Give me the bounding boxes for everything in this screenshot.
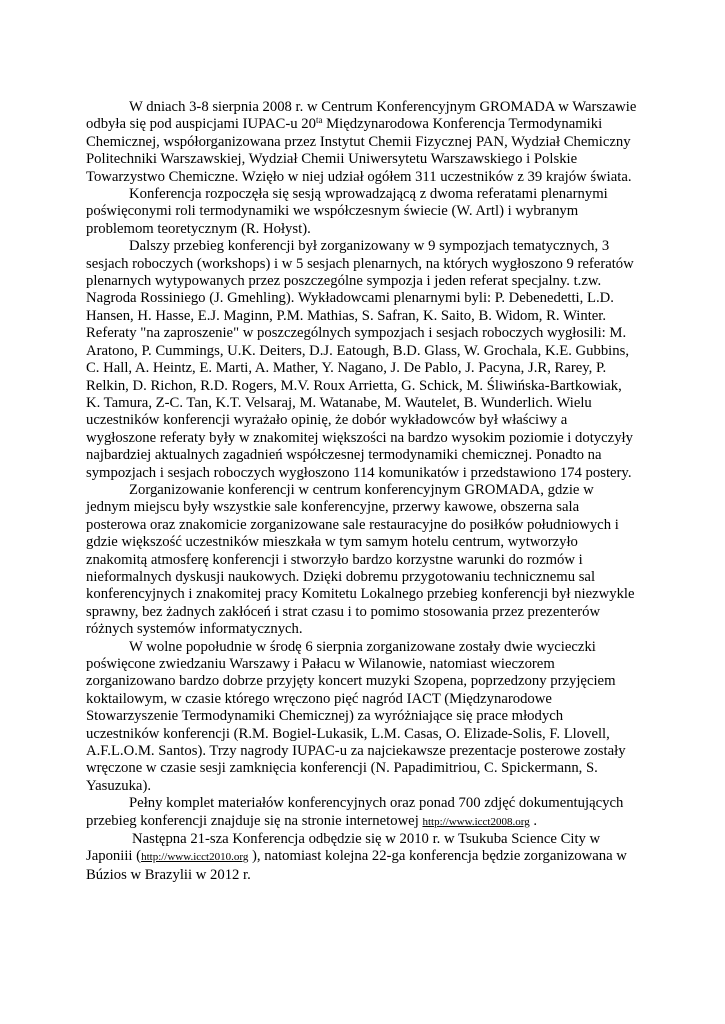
- icct2008-link[interactable]: http://www.icct2008.org: [422, 815, 530, 828]
- paragraph-intro: [86, 99, 638, 186]
- paragraph-materials-text: Pełny komplet materiałów konferencyjnych oraz ponad 700 zdjęć dokumentujących przebieg konferencji znajduje się na stronie internetowej: [86, 795, 624, 829]
- paragraph-next-conference: [86, 831, 638, 884]
- paragraph-materials-end: .: [529, 812, 538, 829]
- article-body: [86, 99, 638, 884]
- ordinal-superscript: ta: [315, 115, 323, 126]
- paragraph-venue: Zorganizowanie konferencji w centrum konferencyjnym GROMADA, gdzie w jednym miejscu były wszystkie sale konferencyjne, przerwy kawowe, obszerna sala posterowa oraz znakomicie zorganizowane sale restauracyjne do posiłków południowych i gdzie większość uczestników mieszkała w tym samym hotelu centrum, wytworzyło znakomitą atmosferę konferencji i stworzyło bardzo korzystne warunki do rozmów i nieformalnych dyskusji naukowych. Dzięki dobremu przygotowaniu technicznemu sal konferencyjnych i znakomitej pracy Komitetu Lokalnego przebieg konferencji był niezwykle sprawny, bez żadnych zakłóceń i strat czasu i to pomimo stosowania przez prezenterów różnych systemów informatycznych.: [86, 481, 635, 638]
- paragraph-next-text-2: ), natomiast kolejna 22-ga konferencja będzie zorganizowana w Búzios w Brazylii w 2012 r.: [86, 848, 627, 883]
- paragraph-next-text-1: Następna 21-sza Konferencja odbędzie się w 2010 r. w Tsukuba Science City w Japoniii (: [86, 831, 601, 865]
- paragraph-intro-text-1: W dniach 3-8 sierpnia 2008 r. w Centrum Konferencyjnym GROMADA w Warszawie odbyła się pod auspicjami IUPAC-u 20: [86, 99, 637, 133]
- paragraph-excursions-awards: W wolne popołudnie w środę 6 sierpnia zorganizowane zostały dwie wycieczki poświęcone zwiedzaniu Warszawy i Pałacu w Wilanowie, natomiast wieczorem zorganizowano bardzo dobrze przyjęty koncert muzyki Szopena, poprzedzony przyjęciem koktailowym, w czasie którego wręczono pięć nagród IACT (Międzynarodowe Stowarzyszenie Termodynamiki Chemicznej) za wyróżniające się prace młodych uczestników konferencji (R.M. Bogiel-Lukasik, L.M. Casas, O. Elizade-Solis, F. Llovell, A.F.L.O.M. Santos). Trzy nagrody IUPAC-u za najciekawsze prezentacje posterowe zostały wręczone w czasie sesji zamknięcia konferencji (N. Papadimitriou, C. Spickermann, S. Yasuzuka).: [86, 638, 626, 794]
- icct2010-link[interactable]: http://www.icct2010.org: [141, 851, 249, 864]
- paragraph-program: Dalszy przebieg konferencji był zorganizowany w 9 sympozjach tematycznych, 3 sesjach roboczych (workshops) i w 5 sesjach plenarnych, na których wygłoszono 9 referatów plenarnych wytypowanych przez poszczególne sympozja i jeden referat specjalny. t.zw. Nagroda Rossiniego (J. Gmehling). Wykładowcami plenarnymi byli: P. Debenedetti, L.D. Hansen, H. Hasse, E.J. Maginn, P.M. Mathias, S. Safran, K. Saito, B. Widom, R. Winter. Referaty "na zaproszenie" w poszczególnych sympozjach i sesjach roboczych wygłosili: M. Aratono, P. Cummings, U.K. Deiters, D.J. Eatough, B.D. Glass, W. Grochala, K.E. Gubbins, C. Hall, A. Heintz, E. Marti, A. Mather, Y. Nagano, J. De Pablo, J. Pacyna, J.R, Rarey, P. Relkin, D. Richon, R.D. Rogers, M.V. Roux Arrietta, G. Schick, M. Śliwińska-Bartkowiak, K. Tamura, Z-C. Tan, K.T. Velsaraj, M. Watanabe, M. Wautelet, B. Wunderlich. Wielu uczestników konferencji wyrażało opinię, że dobór wykładowców był właściwy a wygłoszone referaty były w znakomitej większości na bardzo wysokim poziomie i dotyczyły najbardziej aktualnych zagadnień współczesnej termodynamiki chemicznej. Ponadto na sympozjach i sesjach roboczych wygłoszono 114 komunikatów i przedstawiono 174 postery.: [86, 238, 634, 481]
- paragraph-intro-text-2: Międzynarodowa Konferencja Termodynamiki Chemicznej, współorganizowana przez Instytut Chemii Fizycznej PAN, Wydział Chemiczny Politechniki Warszawskiej, Wydział Chemii Uniwersytetu Warszawskiego i Polskie Towarzystwo Chemiczne. Wzięło w niej udział ogółem 311 uczestników z 39 krajów świata.: [86, 116, 632, 185]
- paragraph-opening-session: Konferencja rozpoczęła się sesją wprowadzającą z dwoma referatami plenarnymi poświęconymi roli termodynamiki we współczesnym świecie (W. Artl) i wybranym problemom teoretycznym (R. Hołyst).: [86, 186, 608, 237]
- paragraph-materials: [86, 795, 638, 831]
